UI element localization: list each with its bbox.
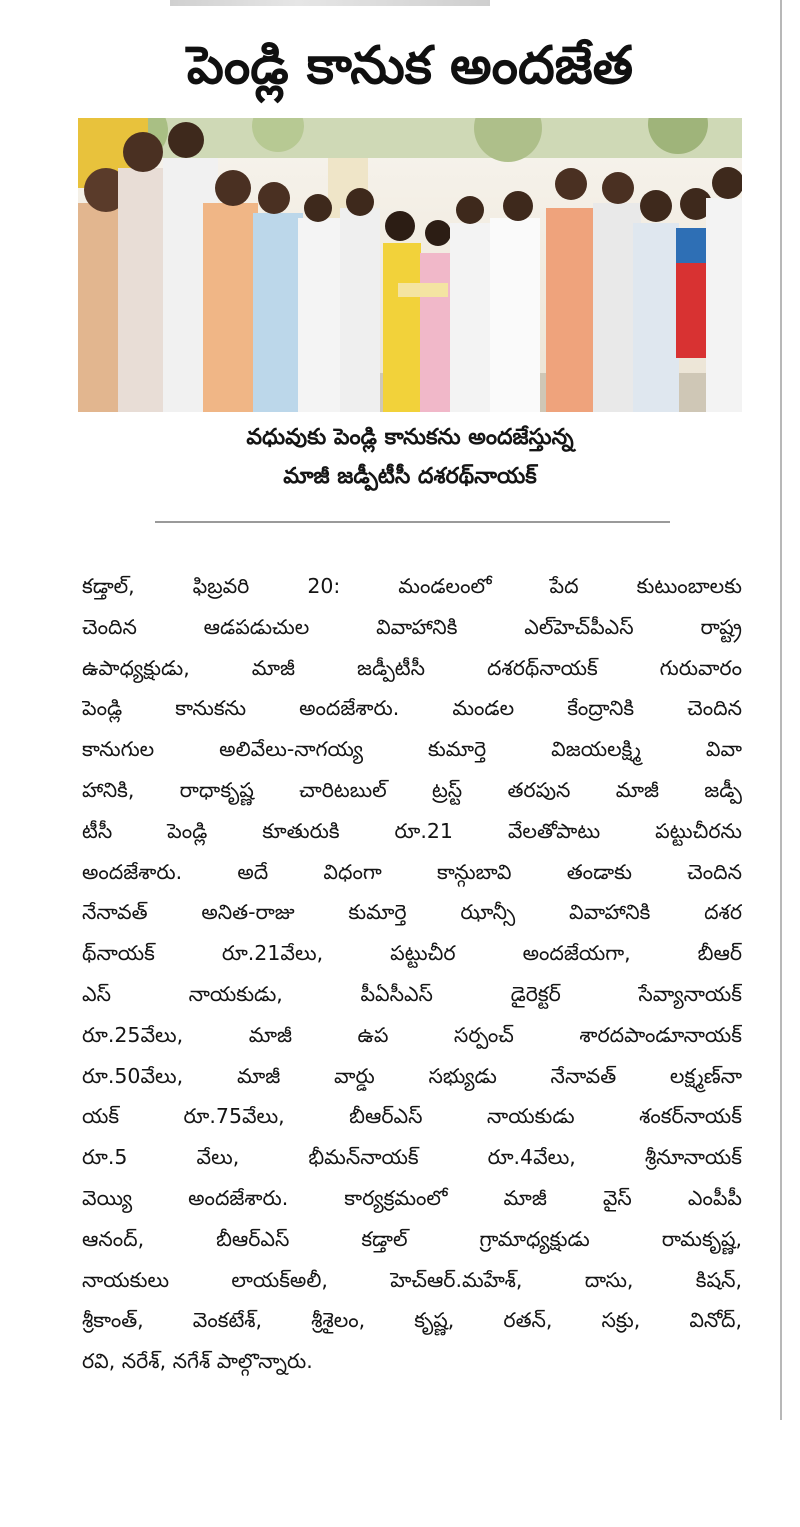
body-line: రవి, నరేశ్, నగేశ్ పాల్గొన్నారు. — [82, 1349, 313, 1374]
caption-line-1: వధువుకు పెండ్లి కానుకను అందజేస్తున్న — [246, 425, 574, 450]
caption-line-2: మాజీ జడ్పీటీసీ దశరథ్‌నాయక్ — [283, 464, 537, 489]
body-line: నాయకులు లాయక్‌అలీ, హెచ్‌ఆర్.మహేశ్, దాసు, కిషన్, — [82, 1267, 742, 1292]
body-line: రూ.5 వేలు, భీమన్‌నాయక్ రూ.4వేలు, శ్రీనూనాయక్ — [82, 1145, 742, 1170]
body-line: కడ్తాల్, ఫిబ్రవరి 20: మండలంలో పేద కుటుంబాలకు — [82, 574, 742, 598]
body-line: కానుగుల అలివేలు-నాగయ్య కుమార్తె విజయలక్ష్మి వివా — [82, 737, 742, 762]
body-line: పెండ్లి కానుకను అందజేశారు. మండల కేంద్రానికి చెందిన — [82, 696, 742, 721]
body-line: థ్‌నాయక్ రూ.21వేలు, పట్టుచీర అందజేయగా, బీఆర్ — [82, 941, 742, 966]
clipping-top-edge — [170, 0, 490, 6]
photo-caption — [150, 418, 670, 496]
body-line: టీసీ పెండ్లి కూతురుకి రూ.21 వేలతోపాటు పట్టుచీరను — [82, 818, 742, 843]
caption-divider — [155, 521, 670, 523]
body-line: శ్రీకాంత్, వెంకటేశ్, శ్రీశైలం, కృష్ణ, రతన్, సక్రు, వినోద్, — [82, 1308, 742, 1333]
gift-icon — [398, 283, 448, 297]
body-line: ఎస్ నాయకుడు, పీఏసీఎస్ డైరెక్టర్ సేవ్యానాయక్ — [82, 981, 742, 1006]
photo-illustration — [78, 118, 742, 412]
body-line: చెందిన ఆడపడుచుల వివాహానికి ఎల్‌హెచ్‌పీఎస్ రాష్ట్ర — [82, 614, 742, 639]
body-line: రూ.25వేలు, మాజీ ఉప సర్పంచ్ శారదపాండూనాయక్ — [82, 1022, 742, 1047]
body-line: హానికి, రాధాకృష్ణ చారిటబుల్ ట్రస్ట్ తరపున మాజీ జడ్పీ — [82, 777, 742, 802]
group-photo — [78, 118, 742, 412]
body-line: వెయ్యి అందజేశారు. కార్యక్రమంలో మాజీ వైస్ ఎంపీపీ — [82, 1185, 742, 1210]
body-line: అందజేశారు. అదే విధంగా కాన్గుబావి తండాకు చెందిన — [82, 859, 742, 884]
body-line: ఉపాధ్యక్షుడు, మాజీ జడ్పీటీసీ దశరథ్‌నాయక్ గురువారం — [82, 655, 742, 680]
headline: పెండ్లి కానుక అందజేత — [186, 36, 634, 96]
body-line: రూ.50వేలు, మాజీ వార్డు సభ్యుడు నేనావత్ లక్ష్మణ్‌నా — [82, 1063, 742, 1088]
body-line: యక్ రూ.75వేలు, బీఆర్‌ఎస్ నాయకుడు శంకర్‌నాయక్ — [82, 1104, 742, 1129]
article-body — [82, 566, 742, 1382]
body-line: నేనావత్ అనిత-రాజు కుమార్తె ఝాన్సీ వివాహానికి దశర — [82, 900, 742, 925]
body-line: ఆనంద్, బీఆర్‌ఎస్ కడ్తాల్ గ్రామాధ్యక్షుడు రామకృష్ణ, — [82, 1226, 742, 1251]
column-rule — [780, 0, 782, 1420]
